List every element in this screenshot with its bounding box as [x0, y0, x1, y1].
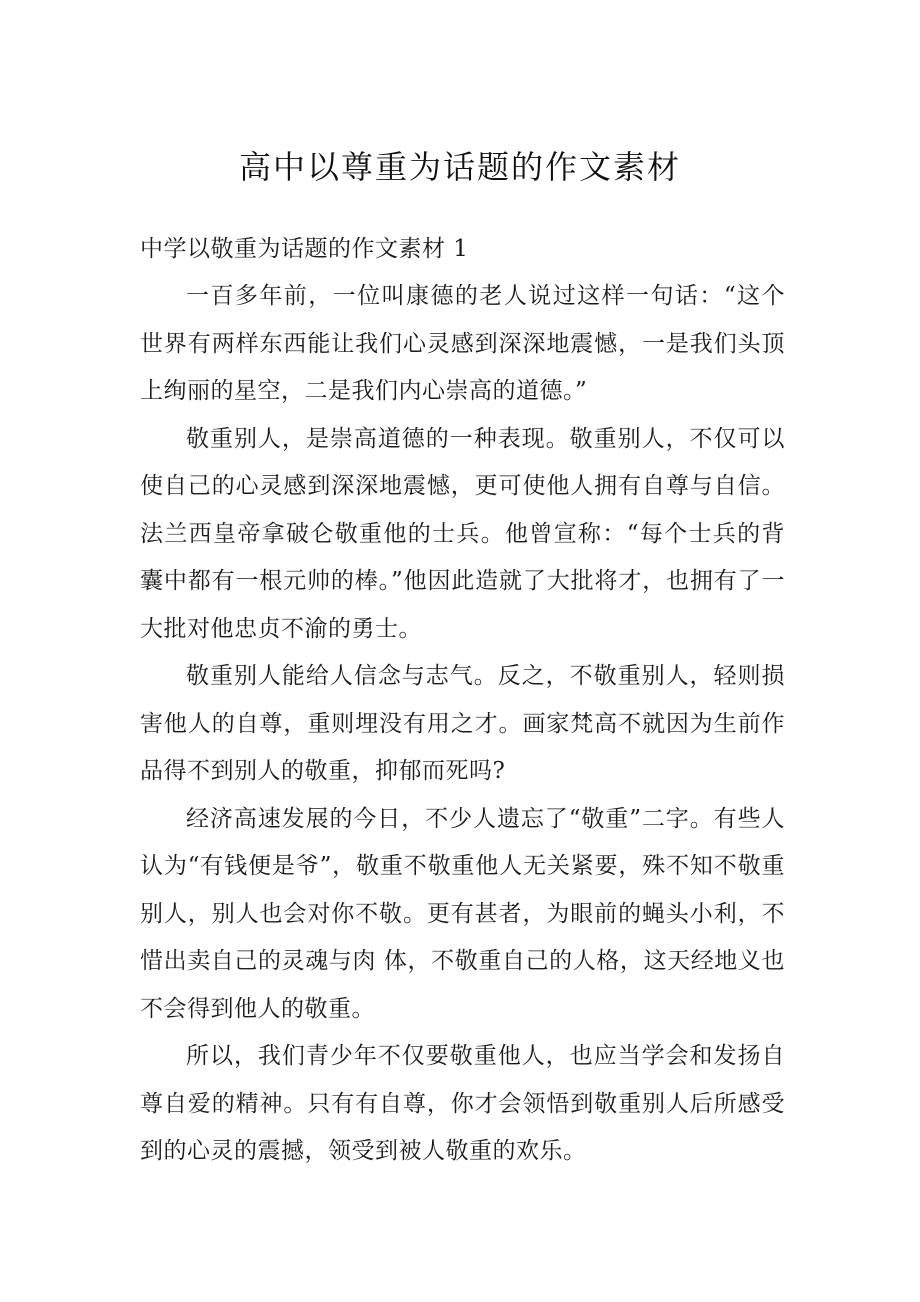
- paragraph-5: 所以，我们青少年不仅要敬重他人，也应当学会和发扬自尊自爱的精神。只有有自尊，你才会领悟到敬重别人后所感受到的心灵的震撼，领受到被人敬重的欢乐。: [140, 1043, 785, 1164]
- section-heading: 中学以敬重为话题的作文素材 1: [140, 236, 469, 262]
- document-title: 高中以尊重为话题的作文素材: [238, 148, 681, 186]
- paragraph-3: 敬重别人能给人信念与志气。反之，不敬重别人，轻则损害他人的自尊，重则埋没有用之才。画家梵高不就因为生前作品得不到别人的敬重，抑郁而死吗?: [140, 663, 785, 784]
- paragraph-2: 敬重别人，是崇高道德的一种表现。敬重别人，不仅可以使自己的心灵感到深深地震憾，更可使他人拥有自尊与自信。法兰西皇帝拿破仑敬重他的士兵。他曾宣称：“每个士兵的背囊中都有一根元帅的棒。”他因此造就了大批将才，也拥有了一大批对他忠贞不渝的勇士。: [140, 425, 785, 642]
- paragraph-4: 经济高速发展的今日，不少人遗忘了“敬重”二字。有些人认为“有钱便是爷”，敬重不敬重他人无关紧要，殊不知不敬重别人，别人也会对你不敬。更有甚者，为眼前的蝇头小利，不惜出卖自己的灵魂与肉 体，不敬重自己的人格，这天经地义也不会得到他人的敬重。: [140, 805, 785, 1022]
- paragraph-1: 一百多年前，一位叫康德的老人说过这样一句话：“这个世界有两样东西能让我们心灵感到深深地震憾，一是我们头顶上绚丽的星空，二是我们内心崇高的道德。”: [140, 283, 785, 404]
- document-body: [140, 226, 785, 1176]
